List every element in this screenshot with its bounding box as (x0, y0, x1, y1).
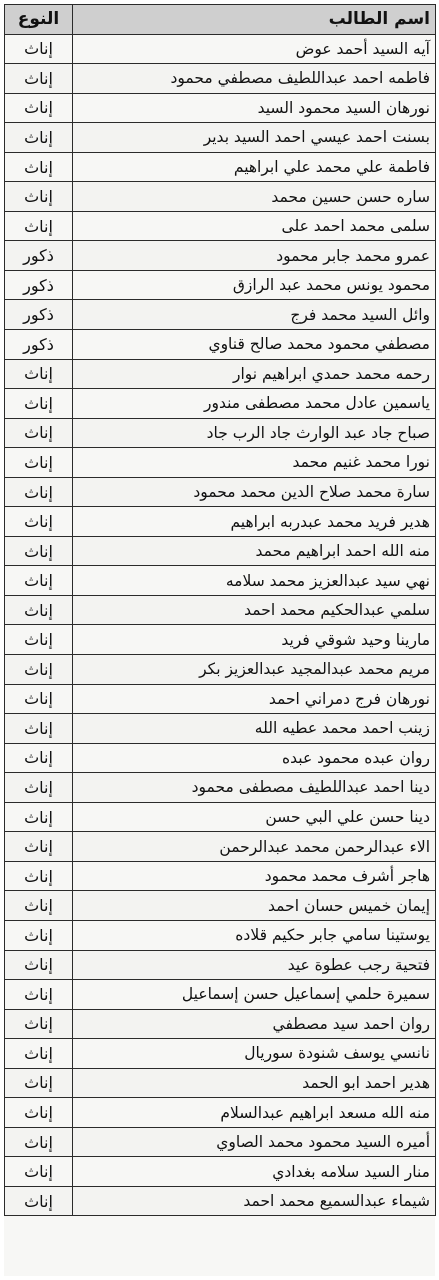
gender-cell: إناث (5, 507, 73, 537)
student-name-cell: منه الله مسعد ابراهيم عبدالسلام (73, 1098, 436, 1128)
table-row (5, 1157, 436, 1187)
student-name-cell: روان احمد سيد مصطفي (73, 1009, 436, 1039)
student-name-cell: نورهان السيد محمود السيد (73, 93, 436, 123)
gender-cell: إناث (5, 1039, 73, 1069)
table-row (5, 1127, 436, 1157)
student-name-cell: فاطمه احمد عبداللطيف مصطفي محمود (73, 64, 436, 94)
table-body (5, 34, 436, 1216)
student-name-cell: إيمان خميس حسان احمد (73, 891, 436, 921)
gender-cell: إناث (5, 891, 73, 921)
gender-cell: إناث (5, 152, 73, 182)
table-row (5, 152, 436, 182)
table-row (5, 448, 436, 478)
table-row (5, 743, 436, 773)
student-name-cell: ياسمين عادل محمد مصطفى مندور (73, 389, 436, 419)
gender-cell: إناث (5, 1186, 73, 1216)
gender-cell: إناث (5, 1098, 73, 1128)
table-row (5, 270, 436, 300)
table-row (5, 802, 436, 832)
student-name-cell: محمود يونس محمد عبد الرازق (73, 270, 436, 300)
student-name-cell: يوستينا سامي جابر حكيم قلاده (73, 920, 436, 950)
gender-cell: إناث (5, 1009, 73, 1039)
gender-cell: ذكور (5, 330, 73, 360)
table-row (5, 980, 436, 1010)
student-name-cell: الاء عبدالرحمن محمد عبدالرحمن (73, 832, 436, 862)
student-name-cell: وائل السيد محمد فرج (73, 300, 436, 330)
gender-cell: إناث (5, 861, 73, 891)
table-row (5, 714, 436, 744)
gender-cell: ذكور (5, 300, 73, 330)
student-name-cell: هدير فريد محمد عبدربه ابراهيم (73, 507, 436, 537)
table-row (5, 1098, 436, 1128)
table-row (5, 832, 436, 862)
gender-cell: إناث (5, 625, 73, 655)
gender-cell: إناث (5, 920, 73, 950)
gender-cell: إناث (5, 980, 73, 1010)
gender-cell: إناث (5, 34, 73, 64)
gender-cell: إناث (5, 714, 73, 744)
table-row (5, 950, 436, 980)
student-name-cell: عمرو محمد جابر محمود (73, 241, 436, 271)
gender-cell: إناث (5, 684, 73, 714)
student-name-cell: روان عبده محمود عبده (73, 743, 436, 773)
student-name-cell: سلمى محمد احمد على (73, 211, 436, 241)
gender-cell: إناث (5, 182, 73, 212)
table-row (5, 861, 436, 891)
student-name-cell: منه الله احمد ابراهيم محمد (73, 536, 436, 566)
student-name-cell: مصطفي محمود محمد صالح قناوي (73, 330, 436, 360)
table-row (5, 891, 436, 921)
table-row (5, 655, 436, 685)
gender-cell: إناث (5, 359, 73, 389)
gender-cell: إناث (5, 211, 73, 241)
student-name-cell: آيه السيد أحمد عوض (73, 34, 436, 64)
table-row (5, 241, 436, 271)
table-row (5, 330, 436, 360)
gender-cell: إناث (5, 389, 73, 419)
student-name-cell: نورهان فرج دمراني احمد (73, 684, 436, 714)
gender-cell: إناث (5, 64, 73, 94)
table-row (5, 182, 436, 212)
gender-cell: إناث (5, 123, 73, 153)
gender-cell: إناث (5, 566, 73, 596)
student-name-cell: فتحية رجب عطوة عيد (73, 950, 436, 980)
gender-cell: إناث (5, 1157, 73, 1187)
student-name-cell: شيماء عبدالسميع محمد احمد (73, 1186, 436, 1216)
gender-cell: إناث (5, 448, 73, 478)
student-name-cell: سميرة حلمي إسماعيل حسن إسماعيل (73, 980, 436, 1010)
student-name-cell: صباح جاد عبد الوارث جاد الرب جاد (73, 418, 436, 448)
student-name-cell: نهي سيد عبدالعزيز محمد سلامه (73, 566, 436, 596)
gender-cell: إناث (5, 773, 73, 803)
table-row (5, 359, 436, 389)
student-table (4, 4, 436, 1216)
student-name-cell: مريم محمد عبدالمجيد عبدالعزيز بكر (73, 655, 436, 685)
gender-cell: ذكور (5, 241, 73, 271)
table-row (5, 595, 436, 625)
gender-cell: إناث (5, 802, 73, 832)
table-row (5, 123, 436, 153)
header-gender: النوع (5, 5, 73, 35)
gender-cell: إناث (5, 536, 73, 566)
table-row (5, 1186, 436, 1216)
table-row (5, 389, 436, 419)
student-name-cell: زينب احمد محمد عطيه الله (73, 714, 436, 744)
student-name-cell: سارة محمد صلاح الدين محمد محمود (73, 477, 436, 507)
table-row (5, 920, 436, 950)
table-row (5, 684, 436, 714)
gender-cell: إناث (5, 595, 73, 625)
table-row (5, 300, 436, 330)
table-row (5, 64, 436, 94)
table-row (5, 536, 436, 566)
table-row (5, 1009, 436, 1039)
student-name-cell: نورا محمد غنيم محمد (73, 448, 436, 478)
gender-cell: ذكور (5, 270, 73, 300)
gender-cell: إناث (5, 1127, 73, 1157)
student-name-cell: رحمه محمد حمدي ابراهيم نوار (73, 359, 436, 389)
gender-cell: إناث (5, 950, 73, 980)
student-name-cell: دينا حسن علي البي حسن (73, 802, 436, 832)
gender-cell: إناث (5, 655, 73, 685)
student-name-cell: مارينا وحيد شوقي فريد (73, 625, 436, 655)
table-row (5, 1039, 436, 1069)
table-row (5, 93, 436, 123)
table-row (5, 211, 436, 241)
gender-cell: إناث (5, 93, 73, 123)
table-row (5, 773, 436, 803)
student-name-cell: ساره حسن حسين محمد (73, 182, 436, 212)
table-row (5, 1068, 436, 1098)
student-name-cell: هاجر أشرف محمد محمود (73, 861, 436, 891)
table-row (5, 418, 436, 448)
gender-cell: إناث (5, 418, 73, 448)
header-student-name: اسم الطالب (73, 5, 436, 35)
table-row (5, 507, 436, 537)
table-row (5, 566, 436, 596)
student-name-cell: منار السيد سلامه بغدادي (73, 1157, 436, 1187)
gender-cell: إناث (5, 832, 73, 862)
gender-cell: إناث (5, 477, 73, 507)
gender-cell: إناث (5, 1068, 73, 1098)
student-name-cell: نانسي يوسف شنودة سوريال (73, 1039, 436, 1069)
student-name-cell: بسنت احمد عيسي احمد السيد بدير (73, 123, 436, 153)
student-name-cell: سلمي عبدالحكيم محمد احمد (73, 595, 436, 625)
student-list-sheet (4, 4, 435, 1276)
table-row (5, 34, 436, 64)
student-name-cell: هدير احمد ابو الحمد (73, 1068, 436, 1098)
student-name-cell: فاطمة علي محمد علي ابراهيم (73, 152, 436, 182)
gender-cell: إناث (5, 743, 73, 773)
table-row (5, 477, 436, 507)
table-header-row (5, 5, 436, 35)
student-name-cell: دينا احمد عبداللطيف مصطفى محمود (73, 773, 436, 803)
student-name-cell: أميره السيد محمود محمد الصاوي (73, 1127, 436, 1157)
table-row (5, 625, 436, 655)
